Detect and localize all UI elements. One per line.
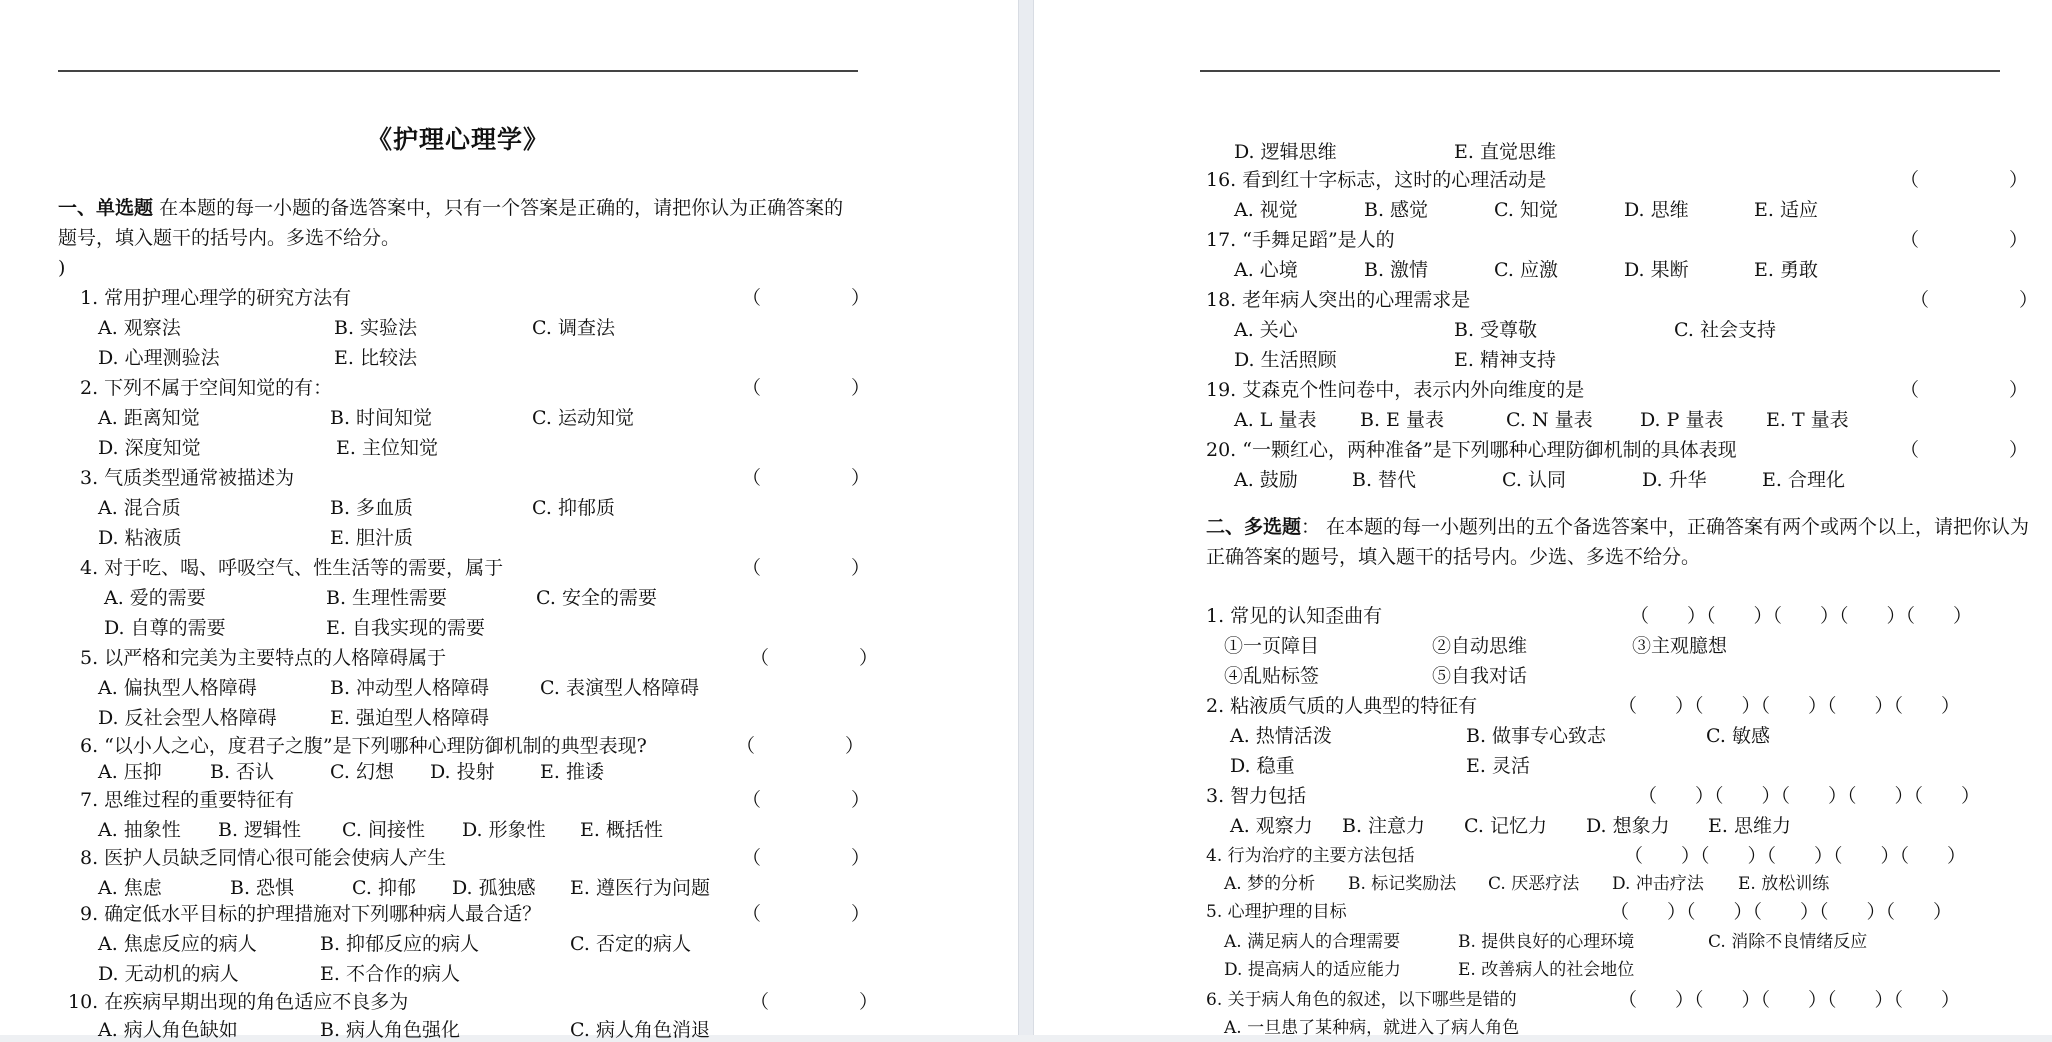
option: C. 否定的病人: [570, 933, 691, 955]
option: ②自动思维: [1432, 635, 1528, 657]
answer-bracket[interactable]: （ ）: [750, 991, 879, 1013]
option: E. 强迫型人格障碍: [330, 707, 489, 729]
section2-header: [1206, 512, 2036, 572]
option: D. 自尊的需要: [104, 617, 226, 639]
answer-bracket[interactable]: （ ）: [750, 647, 879, 669]
option: E. 直觉思维: [1454, 141, 1556, 163]
option: C. 安全的需要: [536, 587, 657, 609]
option: D. 投射: [430, 761, 495, 783]
option: A. 梦的分析: [1224, 874, 1316, 894]
option: A. 抽象性: [98, 819, 181, 841]
option: A. 混合质: [98, 497, 181, 519]
option: C. 表演型人格障碍: [540, 677, 699, 699]
option: A. 热情活泼: [1230, 725, 1332, 747]
option: B. 恐惧: [230, 877, 295, 899]
option: E. 放松训练: [1738, 874, 1830, 894]
option: E. 思维力: [1708, 815, 1791, 837]
option: D. 稳重: [1230, 755, 1295, 777]
answer-bracket[interactable]: （ ）: [742, 287, 871, 309]
section2-instruction: ： 在本题的每一小题列出的五个备选答案中，正确答案有两个或两个以上，请把你认为正确答案的题号，填入题干的括号内。少选、多选不给分。: [1206, 516, 2030, 568]
option: B. 生理性需要: [326, 587, 448, 609]
option: C. 病人角色消退: [570, 1019, 710, 1041]
option: D. 想象力: [1586, 815, 1670, 837]
option: D. 粘液质: [98, 527, 182, 549]
section1-header: [58, 193, 858, 253]
document-title: 《护理心理学》: [366, 125, 549, 154]
option: B. 逻辑性: [218, 819, 302, 841]
answer-bracket[interactable]: （ ）: [742, 467, 871, 489]
option: D. 无动机的病人: [98, 963, 239, 985]
answer-bracket[interactable]: （ ）: [742, 903, 871, 925]
option: A. 观察法: [98, 317, 181, 339]
option: B. 提供良好的心理环境: [1458, 932, 1635, 952]
option: D. 提高病人的适应能力: [1224, 960, 1401, 980]
option: A. L 量表: [1234, 409, 1317, 431]
option: C. 消除不良情绪反应: [1708, 932, 1868, 952]
option: B. 时间知觉: [330, 407, 433, 429]
option: D. 果断: [1624, 259, 1689, 281]
option: C. 认同: [1502, 469, 1566, 491]
option: E. 勇敢: [1754, 259, 1818, 281]
option: A. 压抑: [98, 761, 162, 783]
page-gutter: [1018, 0, 1034, 1035]
option: D. 深度知觉: [98, 437, 201, 459]
option: D. 逻辑思维: [1234, 141, 1337, 163]
option: A. 病人角色缺如: [98, 1019, 238, 1041]
section1-heading: 一、单选题: [58, 197, 154, 219]
option: ③主观臆想: [1632, 635, 1728, 657]
option: E. 不合作的病人: [320, 963, 460, 985]
option: B. 否认: [210, 761, 275, 783]
answer-bracket[interactable]: （ ）: [1900, 169, 2029, 191]
option: A. 观察力: [1230, 815, 1313, 837]
page-right: D. 逻辑思维 E. 直觉思维 16. 看到红十字标志，这时的心理活动是 （ ） A. 视觉 B. 感觉 C. 知觉 D. 思维 E. 适应 17. “手舞足蹈”是人的 （ ） A. 心境 B. 激情 C. 应激 D. 果断 E. 勇敢 18. 老年病人突出的心理需求是 （ ） A. 关心 B. 受尊敬 C. 社会支持 D. 生活照顾 E. 精神支持 19. 艾森克个性问卷中，表示内外向维度的是 （ ） A. L 量表 B. E 量表 C. N 量表 D. P 量表 E. T 量表 20. “一颗红心，两种准备”是下列哪种心理防御机制的具体表现 （ ） A. 鼓励 B. 替代 C. 认同 D. 升华 E. 合理化 二、多选题： 在本题的每一小题列出的五个备选答案中，正确答案有两个或两个以上，请把你认为正确答案的题号，填入题干的括号内。少选、多选不给分。 1. 常见的认知歪曲有 （ ）（ ）（ ）（ ）（ ） ①一页障目 ②自动思维 ③主观臆想 ④乱贴标签 ⑤自我对话 2. 粘液质气质的人典型的特征有 （ ）（ ）（ ）（ ）（ ） A. 热情活泼 B. 做事专心致志 C. 敏感 D. 稳重 E. 灵活 3. 智力包括 （ ）（ ）（ ）（ ）（ ） A. 观察力 B. 注意力 C. 记忆力 D. 想象力 E. 思维力 4. 行为治疗的主要方法包括 （ ）（ ）（ ）（ ）（ ） A. 梦的分析 B. 标记奖励法 C. 厌恶疗法 D. 冲击疗法 E. 放松训练 5. 心理护理的目标 （ ）（ ）（ ）（ ）（ ） A. 满足病人的合理需要 B. 提供良好的心理环境 C. 消除不良情绪反应 D. 提高病人的适应能力 E. 改善病人的社会地位 6. 关于病人角色的叙述，以下哪些是错的 （ ）（ ）（ ）（ ）（ ） A. 一旦患了某种病，就进入了病人角色: [1034, 0, 2052, 1035]
option: E. 比较法: [334, 347, 417, 369]
option: D. P 量表: [1640, 409, 1724, 431]
answer-bracket[interactable]: （ ）: [1900, 439, 2029, 461]
option: C. 社会支持: [1674, 319, 1776, 341]
option: B. 实验法: [334, 317, 418, 339]
option: A. 偏执型人格障碍: [98, 677, 257, 699]
answer-bracket[interactable]: （ ）: [736, 735, 865, 757]
option: ①一页障目: [1224, 635, 1320, 657]
option: A. 爱的需要: [104, 587, 206, 609]
option: D. 形象性: [462, 819, 546, 841]
option: E. 遵医行为问题: [570, 877, 710, 899]
option: C. N 量表: [1506, 409, 1593, 431]
option: B. 标记奖励法: [1348, 874, 1457, 894]
option: D. 升华: [1642, 469, 1707, 491]
option: E. 改善病人的社会地位: [1458, 960, 1635, 980]
answer-bracket[interactable]: （ ）: [1900, 229, 2029, 251]
option: E. 自我实现的需要: [326, 617, 485, 639]
page-left: 《护理心理学》 一、单选题 在本题的每一小题的备选答案中，只有一个答案是正确的，请把你认为正确答案的题号，填入题干的括号内。多选不给分。 ) 1. 常用护理心理学的研究方法有 （ ） A. 观察法 B. 实验法 C. 调查法 D. 心理测验法 E. 比较法 2. 下列不属于空间知觉的有： （ ） A. 距离知觉 B. 时间知觉 C. 运动知觉 D. 深度知觉 E. 主位知觉 3. 气质类型通常被描述为 （ ） A. 混合质 B. 多血质 C. 抑郁质 D. 粘液质 E. 胆汁质 4. 对于吃、喝、呼吸空气、性生活等的需要，属于 （ ） A. 爱的需要 B. 生理性需要 C. 安全的需要 D. 自尊的需要 E. 自我实现的需要 5. 以严格和完美为主要特点的人格障碍属于 （ ） A. 偏执型人格障碍 B. 冲动型人格障碍 C. 表演型人格障碍 D. 反社会型人格障碍 E. 强迫型人格障碍 6. “以小人之心，度君子之腹”是下列哪种心理防御机制的典型表现? （ ） A. 压抑 B. 否认 C. 幻想 D. 投射 E. 推诿 7. 思维过程的重要特征有 （ ） A. 抽象性 B. 逻辑性 C. 间接性 D. 形象性 E. 概括性 8. 医护人员缺乏同情心很可能会使病人产生 （ ） A. 焦虑 B. 恐惧 C. 抑郁 D. 孤独感 E. 遵医行为问题 9. 确定低水平目标的护理措施对下列哪种病人最合适？ （ ） A. 焦虑反应的病人 B. 抑郁反应的病人 C. 否定的病人 D. 无动机的病人 E. 不合作的病人 10. 在疾病早期出现的角色适应不良多为 （ ） A. 病人角色缺如 B. 病人角色强化 C. 病人角色消退: [0, 0, 1018, 1035]
option: E. 合理化: [1762, 469, 1845, 491]
option: B. 抑郁反应的病人: [320, 933, 480, 955]
answer-brackets[interactable]: （ ）（ ）（ ）（ ）（ ）: [1618, 695, 1961, 717]
option: B. 冲动型人格障碍: [330, 677, 490, 699]
option: B. 注意力: [1342, 815, 1426, 837]
option: E. 推诿: [540, 761, 604, 783]
option: B. 做事专心致志: [1466, 725, 1607, 747]
option: A. 视觉: [1234, 199, 1298, 221]
option: D. 思维: [1624, 199, 1689, 221]
option: E. 精神支持: [1454, 349, 1556, 371]
answer-bracket[interactable]: （ ）: [1910, 289, 2039, 311]
section1-instruction: 在本题的每一小题的备选答案中，只有一个答案是正确的，请把你认为正确答案的题号，填入题干的括号内。多选不给分。: [58, 197, 844, 249]
option: C. 抑郁质: [532, 497, 615, 519]
answer-bracket[interactable]: （ ）: [742, 847, 871, 869]
option: B. 多血质: [330, 497, 414, 519]
option: B. 感觉: [1364, 199, 1429, 221]
option: C. 应激: [1494, 259, 1558, 281]
option: C. 幻想: [330, 761, 394, 783]
answer-bracket[interactable]: （ ）: [742, 377, 871, 399]
option: D. 孤独感: [452, 877, 536, 899]
option: B. 病人角色强化: [320, 1019, 461, 1041]
option: D. 心理测验法: [98, 347, 220, 369]
option: B. 受尊敬: [1454, 319, 1538, 341]
option: A. 心境: [1234, 259, 1298, 281]
option: A. 焦虑: [98, 877, 162, 899]
answer-brackets[interactable]: （ ）（ ）（ ）（ ）（ ）: [1630, 605, 1973, 627]
option: E. T 量表: [1766, 409, 1849, 431]
option: A. 距离知觉: [98, 407, 200, 429]
option: C. 知觉: [1494, 199, 1558, 221]
option: ④乱贴标签: [1224, 665, 1320, 687]
answer-brackets[interactable]: （ ）（ ）（ ）（ ）（ ）: [1638, 785, 1981, 807]
option: C. 厌恶疗法: [1488, 874, 1580, 894]
header-rule: [58, 70, 858, 72]
option: A. 满足病人的合理需要: [1224, 932, 1401, 952]
option: C. 记忆力: [1464, 815, 1547, 837]
option: A. 焦虑反应的病人: [98, 933, 257, 955]
option: B. E 量表: [1360, 409, 1444, 431]
option: E. 灵活: [1466, 755, 1530, 777]
option: A. 一旦患了某种病，就进入了病人角色: [1224, 1018, 1520, 1038]
answer-brackets[interactable]: （ ）（ ）（ ）（ ）（ ）: [1610, 901, 1953, 923]
option: E. 概括性: [580, 819, 663, 841]
option: D. 冲击疗法: [1612, 874, 1704, 894]
answer-bracket[interactable]: （ ）: [1900, 379, 2029, 401]
section2-heading: 二、多选题: [1206, 516, 1302, 538]
option: E. 适应: [1754, 199, 1818, 221]
option: E. 主位知觉: [336, 437, 438, 459]
answer-bracket[interactable]: （ ）: [742, 789, 871, 811]
option: A. 关心: [1234, 319, 1298, 341]
option: A. 鼓励: [1234, 469, 1298, 491]
answer-bracket[interactable]: （ ）: [742, 557, 871, 579]
option: B. 替代: [1352, 469, 1417, 491]
option: C. 调查法: [532, 317, 615, 339]
option: C. 间接性: [342, 819, 425, 841]
answer-brackets[interactable]: （ ）（ ）（ ）（ ）（ ）: [1624, 845, 1967, 867]
option: D. 生活照顾: [1234, 349, 1337, 371]
option: C. 敏感: [1706, 725, 1770, 747]
option: C. 抑郁: [352, 877, 416, 899]
option: B. 激情: [1364, 259, 1429, 281]
option: E. 胆汁质: [330, 527, 413, 549]
header-rule: [1200, 70, 2000, 72]
option: D. 反社会型人格障碍: [98, 707, 277, 729]
option: C. 运动知觉: [532, 407, 634, 429]
answer-brackets[interactable]: （ ）（ ）（ ）（ ）（ ）: [1618, 989, 1961, 1011]
option: ⑤自我对话: [1432, 665, 1528, 687]
